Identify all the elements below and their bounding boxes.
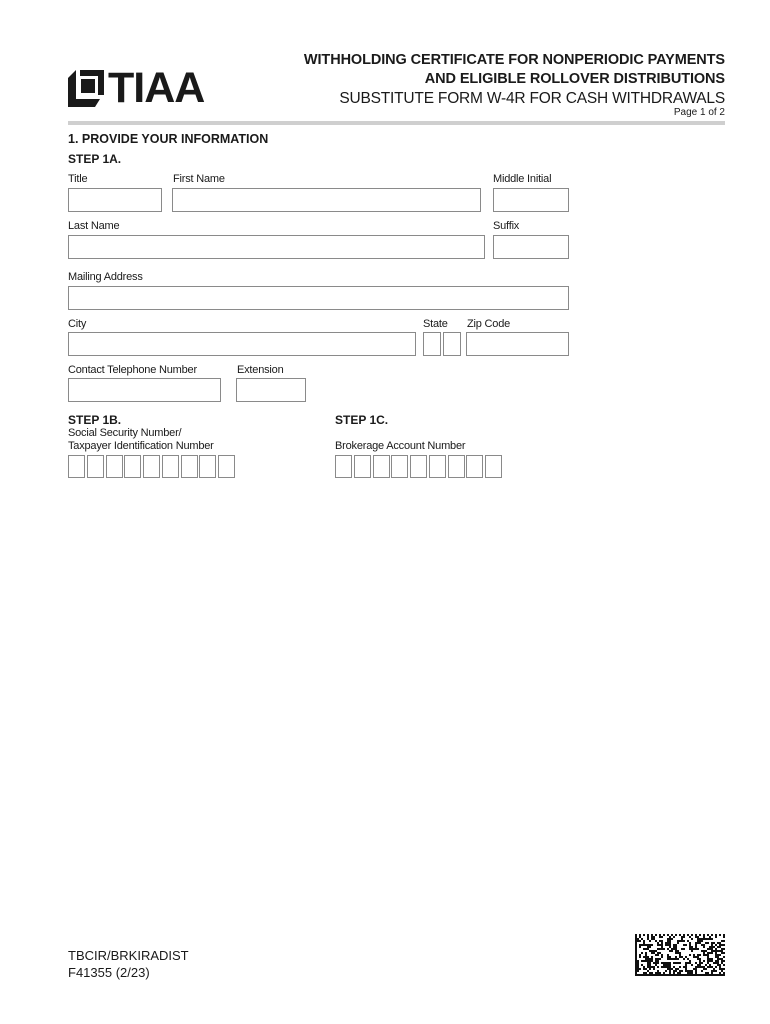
suffix-label: Suffix: [493, 220, 520, 232]
brokerage-account-field[interactable]: [335, 455, 502, 478]
tiaa-logo: [68, 64, 208, 112]
ssn-digit-8[interactable]: [199, 455, 216, 478]
title-label: Title: [68, 173, 88, 185]
city-label: City: [68, 318, 87, 330]
header-rule: [68, 121, 725, 125]
form-title-line2: AND ELIGIBLE ROLLOVER DISTRIBUTIONS: [424, 71, 725, 87]
account-digit-5[interactable]: [410, 455, 427, 478]
mailing-address-label: Mailing Address: [68, 271, 143, 283]
ssn-digit-2[interactable]: [87, 455, 104, 478]
extension-label: Extension: [237, 364, 284, 376]
ssn-field[interactable]: [68, 455, 235, 478]
zip-code-label: Zip Code: [467, 318, 511, 330]
section-heading: 1. PROVIDE YOUR INFORMATION: [68, 132, 269, 146]
zip-code-field[interactable]: [466, 332, 569, 356]
ssn-digit-9[interactable]: [218, 455, 235, 478]
ssn-digit-7[interactable]: [181, 455, 198, 478]
account-digit-8[interactable]: [466, 455, 483, 478]
account-digit-3[interactable]: [373, 455, 390, 478]
state-field-char-2[interactable]: [443, 332, 461, 356]
logo-text: TIAA: [108, 64, 205, 112]
ssn-digit-5[interactable]: [143, 455, 160, 478]
last-name-field[interactable]: [68, 235, 485, 259]
phone-label: Contact Telephone Number: [68, 364, 197, 376]
ssn-label-line1: Social Security Number/: [68, 427, 182, 439]
ssn-digit-1[interactable]: [68, 455, 85, 478]
first-name-label: First Name: [173, 173, 225, 185]
account-digit-6[interactable]: [429, 455, 446, 478]
mailing-address-field[interactable]: [68, 286, 569, 310]
ssn-digit-6[interactable]: [162, 455, 179, 478]
suffix-field[interactable]: [493, 235, 569, 259]
account-digit-7[interactable]: [448, 455, 465, 478]
ssn-digit-4[interactable]: [124, 455, 141, 478]
account-digit-4[interactable]: [391, 455, 408, 478]
tiaa-logo-mark-icon: [68, 70, 104, 107]
form-code: TBCIR/BRKIRADIST: [68, 948, 189, 963]
city-field[interactable]: [68, 332, 416, 356]
phone-field[interactable]: [68, 378, 221, 402]
middle-initial-field[interactable]: [493, 188, 569, 212]
form-title-line1: WITHHOLDING CERTIFICATE FOR NONPERIODIC PAYMENTS: [303, 52, 725, 68]
middle-initial-label: Middle Initial: [493, 173, 552, 185]
account-digit-2[interactable]: [354, 455, 371, 478]
step-1a-label: STEP 1A.: [68, 152, 122, 166]
step-1c-label: STEP 1C.: [335, 413, 389, 427]
account-digit-1[interactable]: [335, 455, 352, 478]
ssn-label-line2: Taxpayer Identification Number: [68, 440, 214, 452]
state-field-char-1[interactable]: [423, 332, 441, 356]
ssn-digit-3[interactable]: [106, 455, 123, 478]
last-name-label: Last Name: [68, 220, 120, 232]
datamatrix-barcode: [635, 934, 725, 976]
page-indicator: Page 1 of 2: [673, 107, 725, 118]
first-name-field[interactable]: [172, 188, 481, 212]
extension-field[interactable]: [236, 378, 306, 402]
step-1b-label: STEP 1B.: [68, 413, 122, 427]
form-subtitle: SUBSTITUTE FORM W-4R FOR CASH WITHDRAWALS: [339, 90, 725, 107]
state-label: State: [423, 318, 448, 330]
form-number: F41355 (2/23): [68, 965, 150, 980]
brokerage-account-label: Brokerage Account Number: [335, 440, 466, 452]
account-digit-9[interactable]: [485, 455, 502, 478]
title-field[interactable]: [68, 188, 162, 212]
